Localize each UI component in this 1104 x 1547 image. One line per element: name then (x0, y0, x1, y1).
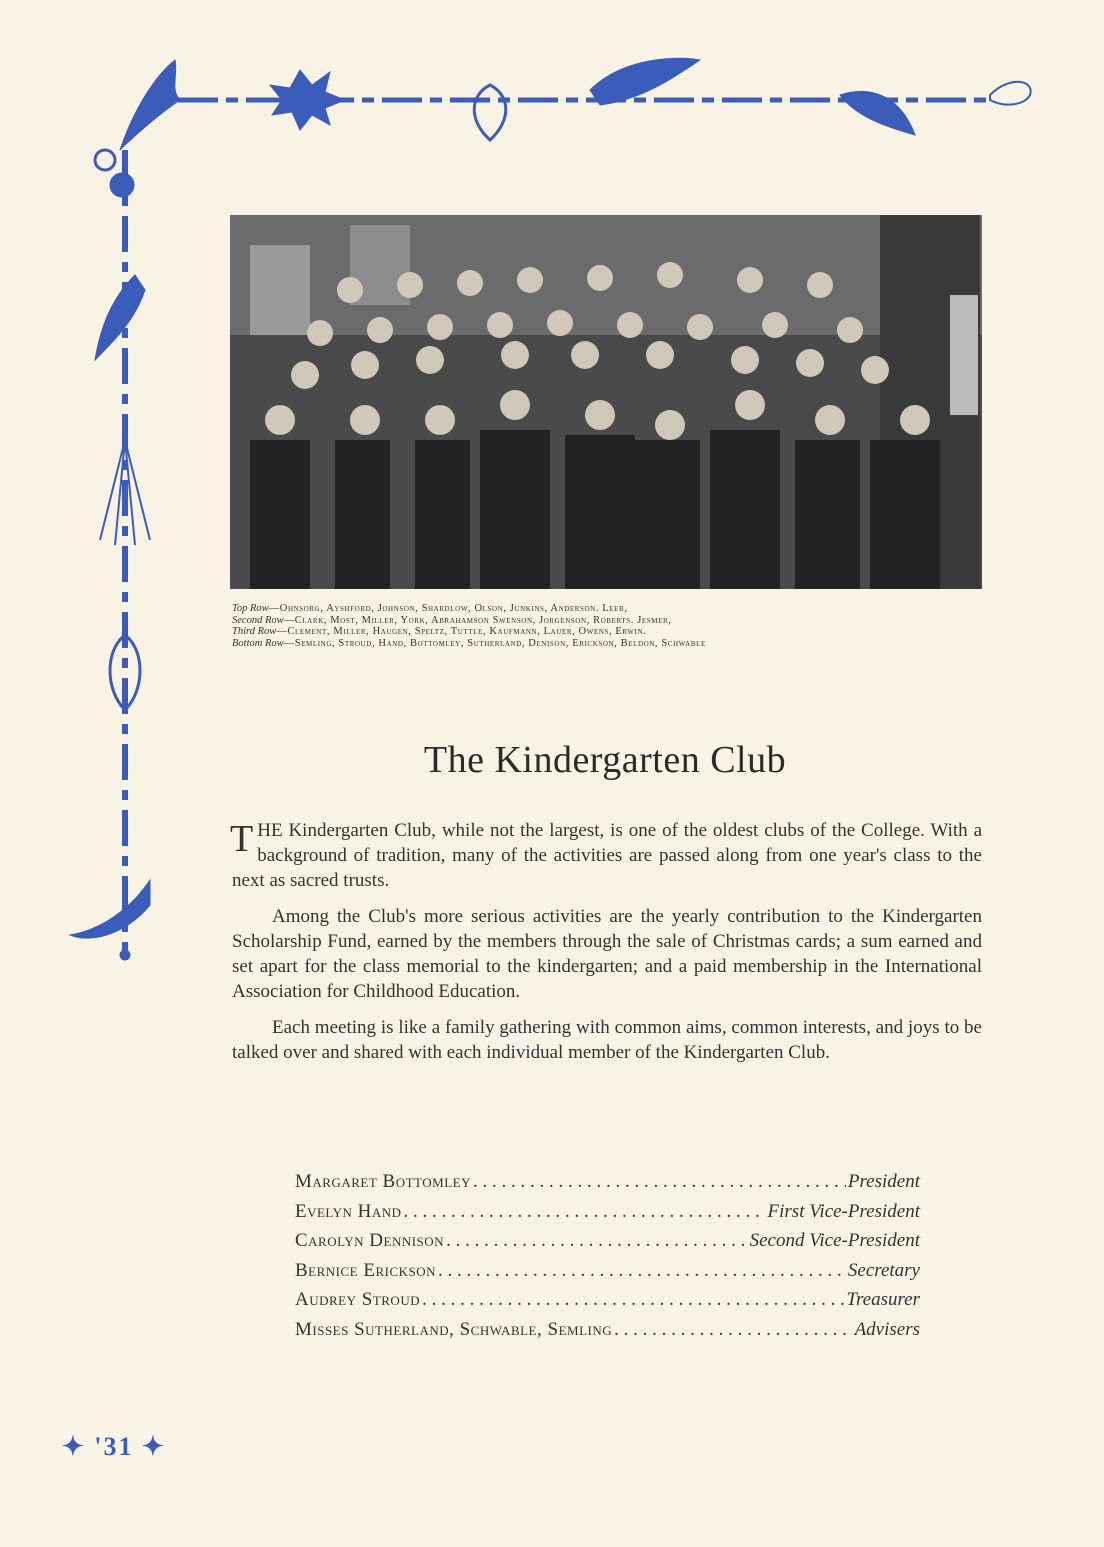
officer-row: Bernice Erickson . . . Secretary (295, 1256, 920, 1286)
left-ornament-icon: ✦ (62, 1432, 86, 1461)
drop-cap: T (230, 818, 254, 860)
holly-leaf-icon (120, 60, 180, 150)
caption-row-bottom: Bottom Row—Semling, Stroud, Hand, Bottomley, Sutherland, Denison, Erickson, Beldon, Schwable (232, 637, 706, 649)
pinecone-icon (474, 85, 506, 140)
officer-row: Carolyn Dennison . . . Second Vice-President (295, 1226, 920, 1256)
caption-row-top: Top Row—Ohnsorg, Ayshford, Johnson, Shardlow, Olson, Junkins, Anderson. Leeb, (232, 603, 628, 614)
group-photo (230, 215, 982, 589)
officer-row: Margaret Bottomley . . . President (295, 1167, 920, 1197)
caption-row-second: Second Row—Clark, Most, Miller, York, Abrahamson Swenson, Jorgenson, Roberts. Jesmer, (232, 614, 672, 626)
page-footer (62, 1432, 166, 1462)
officer-row: Evelyn Hand . . . First Vice-President (295, 1197, 920, 1227)
officer-row: Audrey Stroud . . . Treasurer (295, 1285, 920, 1315)
acorn-icon (110, 173, 134, 197)
paragraph-1: THE Kindergarten Club, while not the largest, is one of the oldest clubs of the College. With a background of tradition, many of the activities are passed along from one year's class to the next as sacred trusts. (230, 818, 982, 891)
page-title: The Kindergarten Club (423, 739, 787, 781)
officer-row: Misses Sutherland, Schwable, Semling . . . Advisers (295, 1315, 920, 1345)
caption-row-third: Third Row—Clement, Miller, Haugen, Speltz, Tuttle, Kaufmann, Lauer, Owens, Erwin. (232, 626, 647, 637)
photo-caption (232, 603, 982, 649)
paragraph-2: Among the Club's more serious activities are the yearly contribution to the Kindergarten Scholarship Fund, earned by the members through the sale of Christmas cards; a sum earned and set apart for the class memorial to the kindergarten; and a paid membership in the International Association for Childhood Education. (232, 906, 982, 1002)
leaf-icon (840, 91, 915, 135)
officers-list (295, 1167, 920, 1344)
holly-leaf-icon (70, 880, 150, 938)
paragraph-3: Each meeting is like a family gathering with common aims, common interests, and joys to be talked over and shared with each individual member of the Kindergarten Club. (232, 1017, 982, 1063)
body-text (232, 818, 982, 1076)
holly-leaf-icon (95, 275, 145, 360)
year-mark: '31 (94, 1432, 134, 1461)
right-ornament-icon: ✦ (142, 1432, 166, 1461)
